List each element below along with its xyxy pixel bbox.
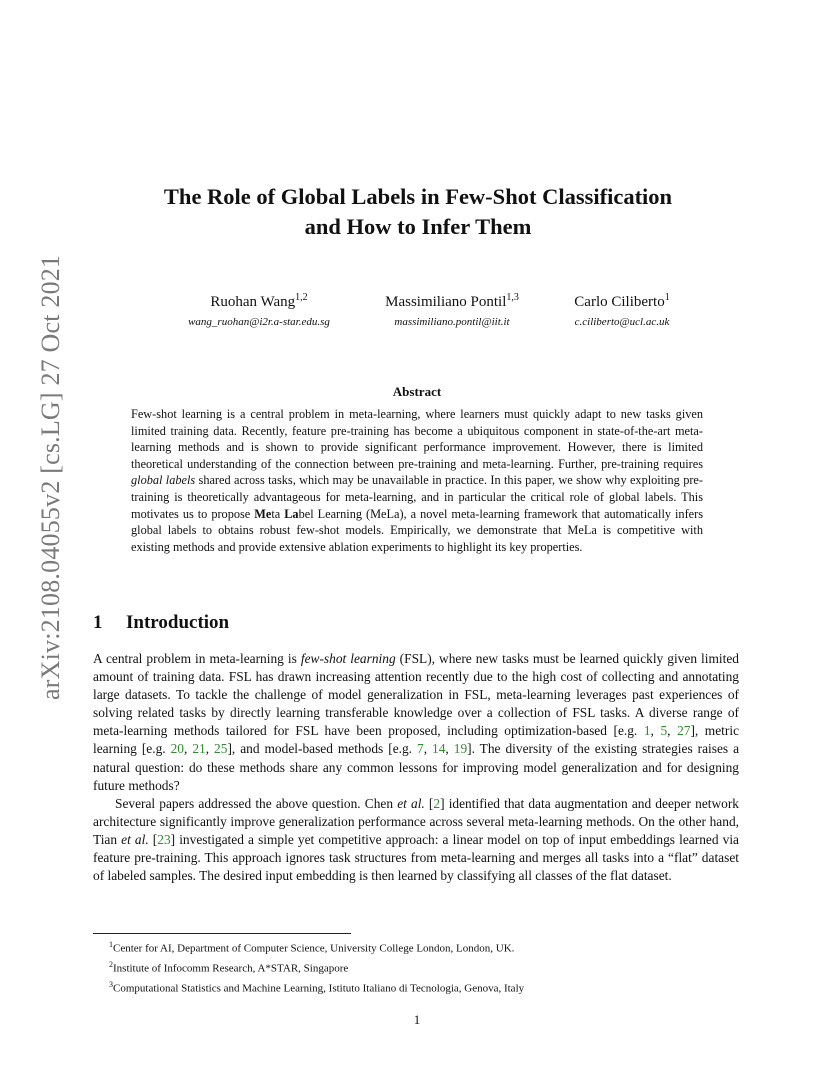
citation-link[interactable]: 14: [432, 741, 446, 757]
text-run: [: [424, 795, 434, 811]
citation-link[interactable]: 25: [214, 741, 228, 757]
section-title: Introduction: [126, 612, 230, 633]
abstract-part: Few-shot learning is a central problem in meta-learning, where learners must quickly adapt to new tasks given limited training data. Recently, feature pre-training has become a ubiquitous component in state-of-the-art meta-learning methods and is shown to provide significant performance improvement. However, there is limited theoretical understanding of the connection between pre-training and meta-learning. Further, pre-training requires: [131, 407, 703, 471]
text-run: ], metric learning [e.g.: [93, 723, 740, 757]
footnote-divider: [93, 933, 351, 934]
title-line-1: The Role of Global Labels in Few-Shot Classification: [163, 184, 673, 209]
author-name: Carlo Ciliberto: [574, 294, 665, 310]
intro-paragraph-2: [93, 795, 739, 885]
footnote-text: Computational Statistics and Machine Learning, Istituto Italiano di Tecnologia, Genova, Italy: [113, 982, 525, 995]
abstract-bold: La: [284, 506, 299, 521]
text-run: ], and model-based methods [e.g.: [227, 741, 417, 757]
abstract-text: [131, 406, 703, 555]
footnote-text: Institute of Infocomm Research, A*STAR, Singapore: [113, 962, 349, 975]
footnote: [109, 977, 524, 997]
citation-link[interactable]: 1: [643, 723, 651, 739]
author-block-3: [547, 287, 697, 331]
footnote-text: Center for AI, Department of Computer Science, University College London, London, UK.: [113, 942, 515, 955]
citation-link[interactable]: 7: [417, 741, 424, 757]
page-number: 1: [413, 1012, 421, 1027]
title-line-2: and How to Infer Them: [304, 214, 532, 239]
citation-link[interactable]: 27: [677, 723, 691, 739]
author-name: Massimiliano Pontil: [385, 294, 507, 310]
text-run: ] identified that data augmentation and deeper network architecture significantly improve generalization performance across several meta-learning methods. On the other hand, Tian: [93, 795, 740, 847]
text-emphasis: et al.: [121, 831, 149, 847]
author-affiliation: 1,2: [295, 292, 308, 303]
citation-link[interactable]: 19: [453, 741, 468, 757]
text-run: A central problem in meta-learning is: [93, 651, 301, 666]
section-number: 1: [93, 612, 103, 633]
text-run: [: [148, 831, 158, 847]
text-run: ]. The diversity of the existing strategies raises a natural question: do these methods share any common lessons for improving model generalization and for designing future methods?: [93, 741, 740, 793]
footnote-mark: 3: [109, 979, 113, 989]
paper-title: [60, 182, 776, 242]
abstract-bold: Me: [254, 506, 272, 521]
abstract-part: ta: [271, 506, 285, 521]
abstract-part: bel Learning (MeLa), a novel meta-learning framework that automatically infers global labels to obtains robust few-shot models. Empirically, we demonstrate that MeLa is competitive with existing methods and provide extensive ablation experiments to highlight its key properties.: [131, 506, 704, 554]
author-affiliation: 1: [664, 292, 670, 303]
intro-paragraph-1: A central problem in meta-learning is few-shot learning (FSL), where new tasks must be learned quickly given limited amount of training data. FSL has drawn increasing attention recently due to the high cost of collecting and annotating large datasets. To tackle the challenge of model generalization in FSL, meta-learning leverages past experiences of solving related tasks by directly learning transferable knowledge over a collection of FSL tasks. A diverse range of meta-learning methods tailored for FSL have been proposed, including optimization-based [e.g. 1, 5, 27], metric learning [e.g. 20, 21, 25], and model-based methods [e.g. 7, 14, 19]. The diversity of the existing strategies raises a natural question: do these methods share any common lessons for improving model generalization and for designing future methods?: [93, 651, 740, 793]
author-affiliation: 1,3: [506, 292, 519, 303]
section-heading: [93, 612, 229, 634]
arxiv-identifier-stamp: arXiv:2108.04055v2 [cs.LG] 27 Oct 2021: [36, 254, 65, 700]
author-block-2: [357, 287, 547, 331]
footnote: [109, 957, 524, 977]
citation-link[interactable]: 5: [660, 723, 668, 739]
text-run: ] investigated a simple yet competitive approach: a linear model on top of input embeddings learned via feature pre-training. This approach ignores task structures from meta-learning and merges all tasks into a “flat” dataset of labeled samples. The desired input embedding is then learned by classifying all classes of the flat dataset.: [93, 831, 739, 884]
author-email[interactable]: c.ciliberto@ucl.ac.uk: [574, 316, 670, 328]
abstract-heading: Abstract: [392, 384, 442, 399]
citation-link[interactable]: 2: [433, 795, 441, 811]
footnotes: [109, 937, 524, 997]
abstract-emphasis: global labels: [131, 473, 196, 488]
footnote-mark: 2: [109, 959, 113, 969]
author-email[interactable]: wang_ruohan@i2r.a-star.edu.sg: [188, 316, 330, 328]
abstract-part: shared across tasks, which may be unavailable in practice. In this paper, we show why exploiting pre-training is theoretically advantageous for meta-learning, and in particular the critical role of global labels. This motivates us to propose: [131, 473, 703, 521]
footnote: [109, 937, 524, 957]
citation-link[interactable]: 23: [157, 831, 171, 847]
citation-link[interactable]: 20: [170, 741, 184, 757]
author-name: Ruohan Wang: [210, 294, 296, 310]
text-run: (FSL), where new tasks must be learned quickly given limited amount of training data. FSL has drawn increasing attention recently due to the high cost of collecting and annotating large datasets. To tackle the challenge of model generalization in FSL, meta-learning leverages past experiences of solving related tasks by directly learning transferable knowledge over a collection of FSL tasks. A diverse range of meta-learning methods tailored for FSL have been proposed, including optimization-based [e.g.: [93, 651, 739, 739]
intro-body: [93, 650, 739, 885]
author-email[interactable]: massimiliano.pontil@iit.it: [394, 316, 510, 328]
footnote-mark: 1: [109, 940, 113, 949]
text-run: Several papers addressed the above question. Chen: [115, 795, 398, 811]
citation-link[interactable]: 21: [192, 741, 206, 757]
text-emphasis: et al.: [397, 795, 425, 811]
text-emphasis: few-shot learning: [300, 651, 396, 666]
author-block-1: [164, 287, 354, 331]
